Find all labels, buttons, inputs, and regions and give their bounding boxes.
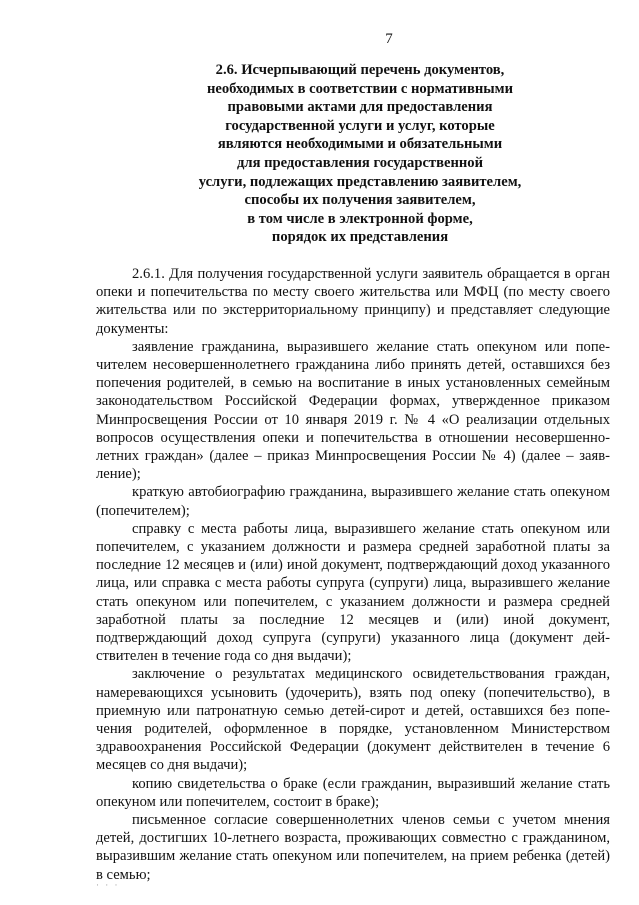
body-text xyxy=(96,265,610,884)
paragraph-work-certificate: справку с места работы лица, выразившего желание стать опекуном или попечителем, с указанием должности и размера средней заработной платы за последние 12 месяцев и (или) иной документ, подтверждающий доход указанного лица, или справка с места работы супруга (супруги) лица, выразившего желание стать опекуном или попечителем, с указанием должности и размера средней заработной платы за последние 12 месяцев и (или) иной документ, подтверждающий доход супруга (супруги) указанного лица (документ действителен в течение года со дня выдачи); xyxy=(96,520,610,665)
heading-line: 2.6. Исчерпывающий перечень документов, xyxy=(215,62,505,78)
heading-line: необходимых в соответствии с нормативными xyxy=(207,80,513,97)
section-heading xyxy=(110,61,610,247)
heading-line: являются необходимыми и обязательными xyxy=(217,136,503,153)
paragraph-application: заявление гражданина, выразившего желание стать опекуном или попечителем несовершеннолетнего гражданина либо принять детей, оставшихся без попечения родителей, в семью на воспитание в иных установленных семейным законодательством Российской Федерации формах, утвержденное приказом Минпросвещения России от 10 января 2019 г. № 4 «О реализации отдельных вопросов осуществления опеки и попечительства в отношении несовершеннолетних граждан» (далее – приказ Минпросвещения России № 4) (далее – заявление); xyxy=(96,338,610,483)
scan-noise: · · · xyxy=(96,880,120,890)
heading-line: государственной услуги и услуг, которые xyxy=(225,117,495,134)
heading-line: в том числе в электронной форме, xyxy=(247,210,473,227)
heading-line: правовыми актами для предоставления xyxy=(227,99,493,116)
heading-line: порядок их представления xyxy=(271,229,449,246)
paragraph-medical-conclusion: заключение о результатах медицинского освидетельствования граждан, намеревающихся усыновить (удочерить), взять под опеку (попечительство), в приемную или патронатную семью детей-сирот и детей, оставшихся без попечения родителей, оформленное в порядке, установленном Министерством здравоохранения Российской Федерации (документ действителен в течение 6 месяцев со дня выдачи); xyxy=(96,666,610,774)
page-number: 7 xyxy=(385,31,393,47)
heading-line: услуги, подлежащих представлению заявителем, xyxy=(198,173,522,190)
paragraph-2-6-1-intro: 2.6.1. Для получения государственной услуги заявитель обращается в орган опеки и попечительства по месту своего жительства или МФЦ (по месту своего жительства или по экстерриториальному принципу) и представляет следующие документы: xyxy=(96,265,610,337)
heading-line: способы их получения заявителем, xyxy=(244,192,476,209)
heading-line: для предоставления государственной xyxy=(237,154,483,171)
paragraph-marriage-certificate: копию свидетельства о браке (если гражданин, выразивший желание стать опекуном или попечителем, состоит в браке); xyxy=(96,775,610,810)
paragraph-autobiography: краткую автобиографию гражданина, выразившего желание стать опекуном (попечителем); xyxy=(96,484,610,519)
paragraph-family-consent: письменное согласие совершеннолетних членов семьи с учетом мнения детей, достигших 10-летнего возраста, проживающих совместно с гражданином, выразившим желание стать опекуном или попечителем, на прием ребенка (детей) в семью; xyxy=(96,812,610,883)
